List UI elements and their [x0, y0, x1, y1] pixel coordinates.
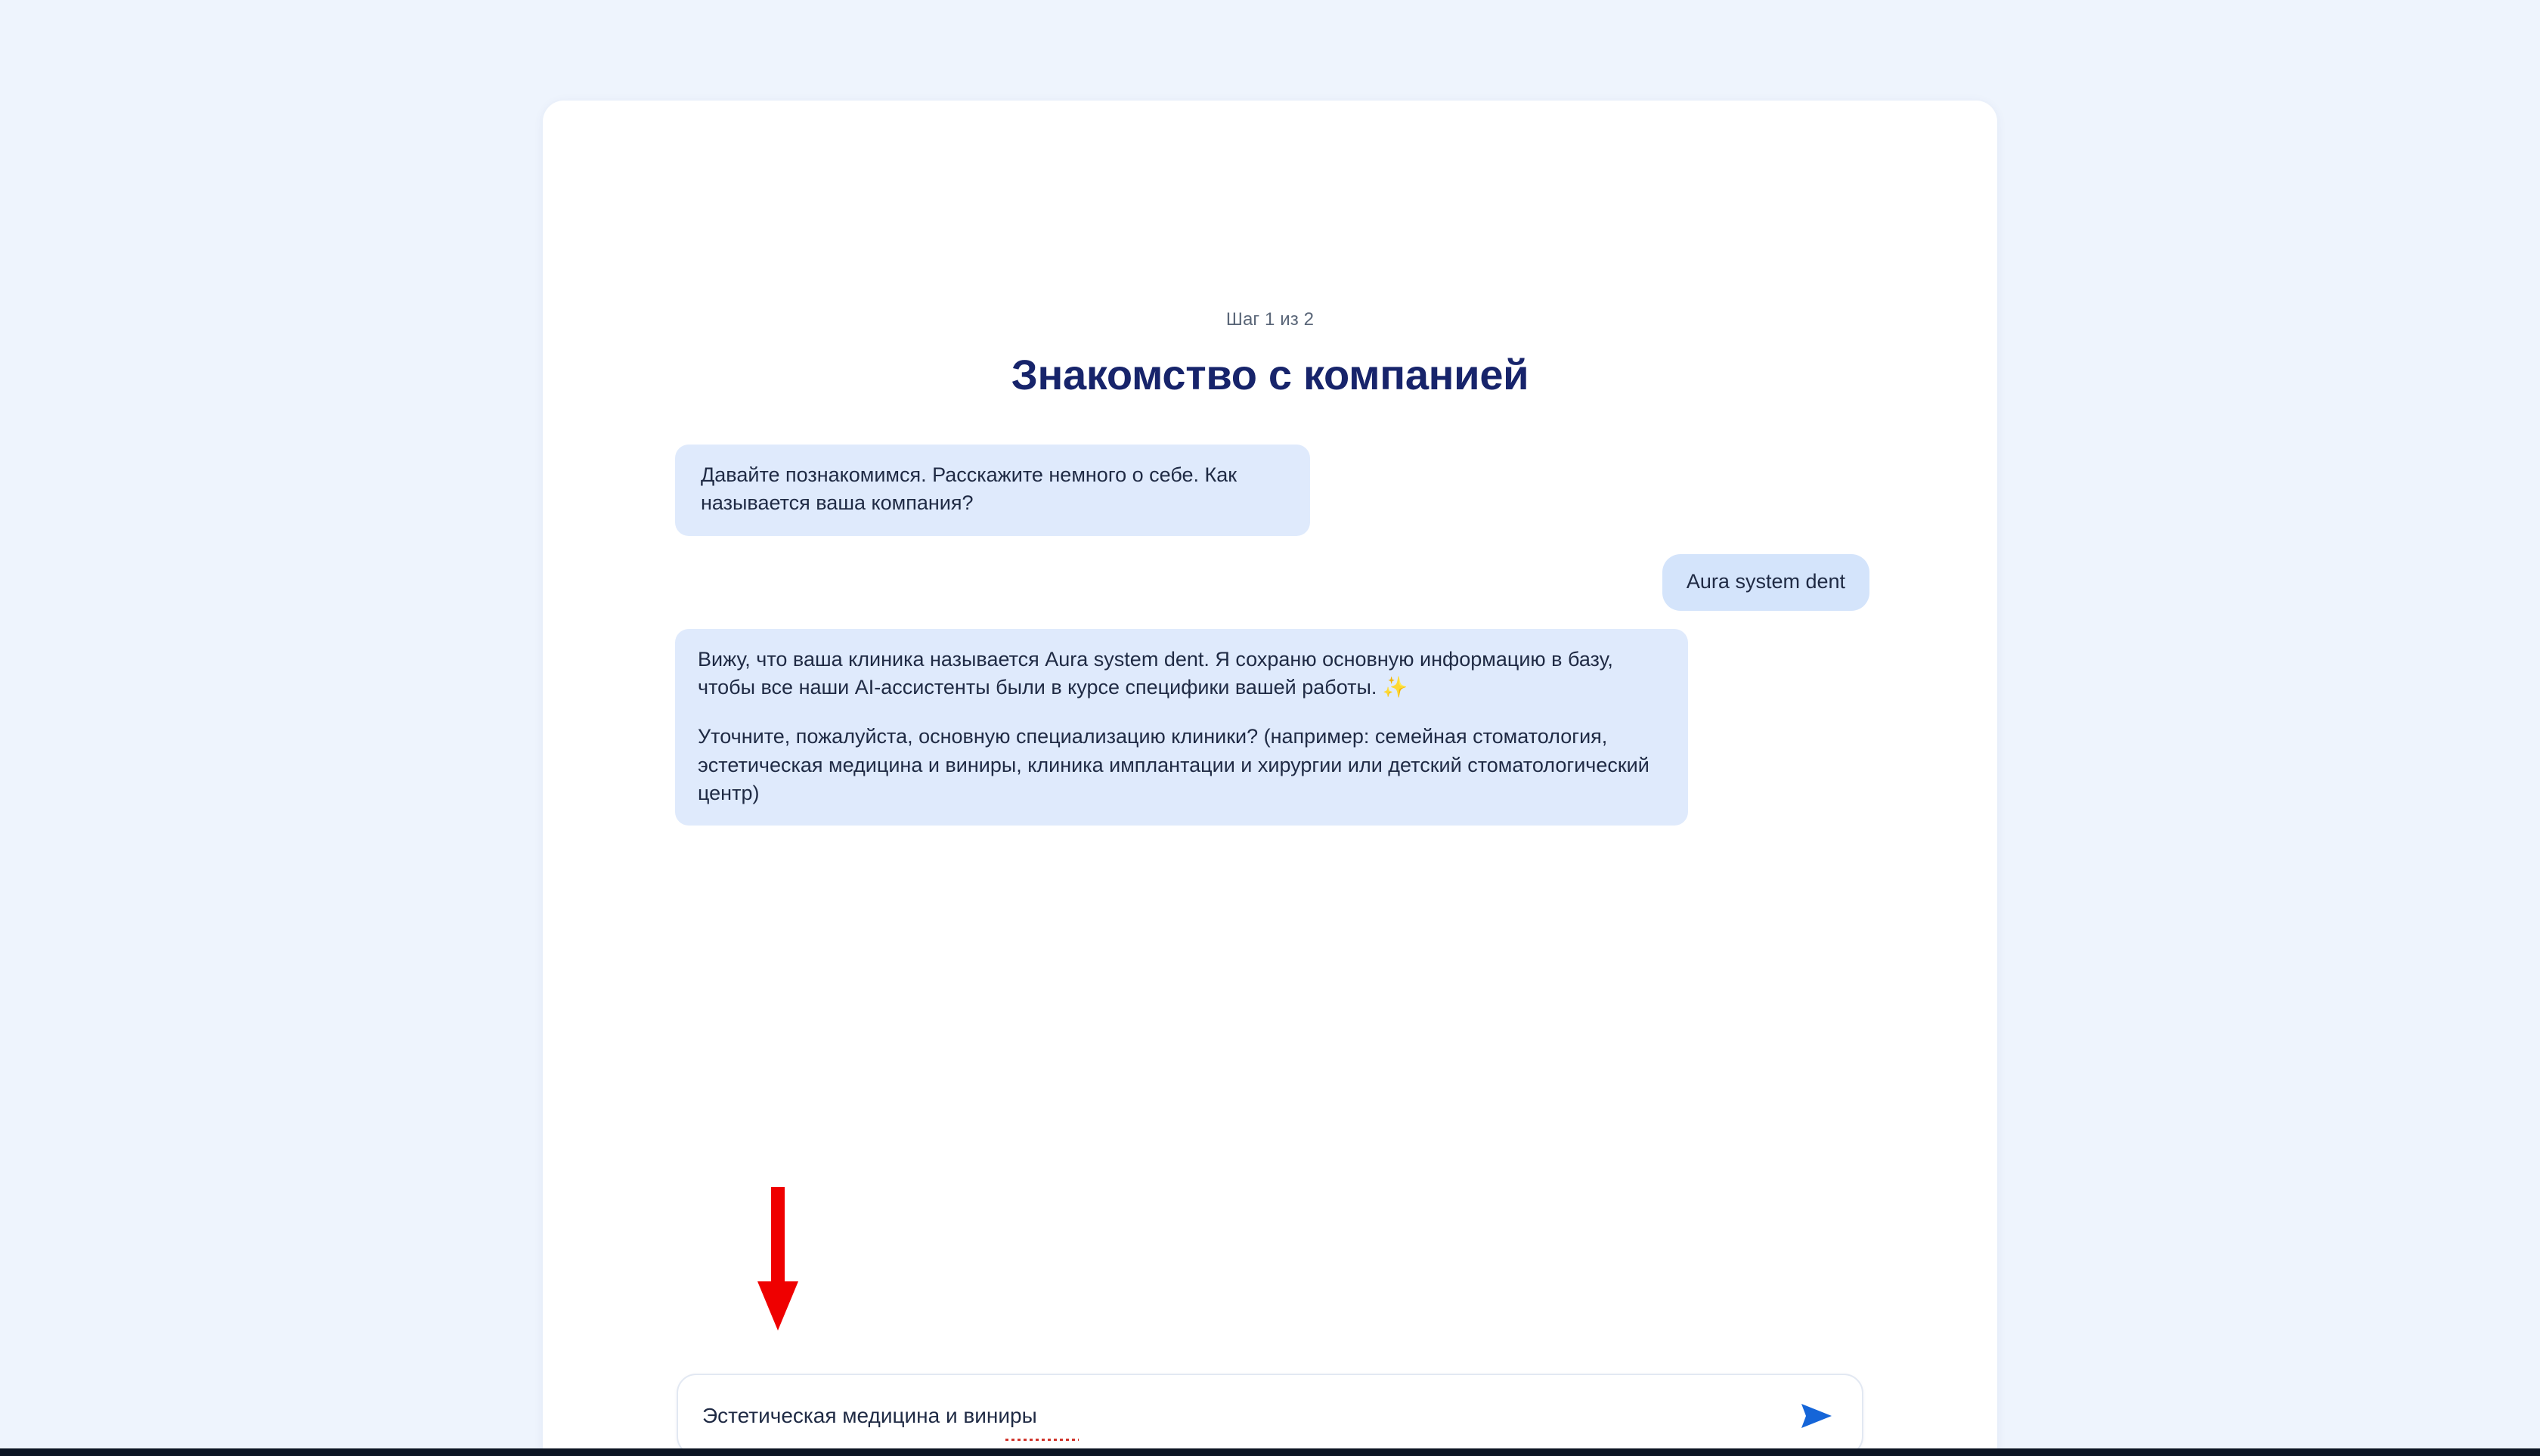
- step-indicator: Шаг 1 из 2: [1225, 309, 1315, 330]
- message-composer[interactable]: [677, 1374, 1863, 1456]
- down-arrow-icon: [757, 1187, 798, 1331]
- message-bubble: [1662, 554, 1869, 611]
- chat-message-assistant-2: [675, 629, 1869, 826]
- message-text-paragraph-2: Уточните, пожалуйста, основную специализацию клиники? (например: семейная стоматология, эстетическая медицина и виниры, клиника имплантации и хирургии или детский стоматологический центр): [698, 725, 1649, 804]
- send-icon[interactable]: [1797, 1396, 1836, 1436]
- message-text: Давайте познакомимся. Расскажите немного о себе. Как называется ваша компания?: [701, 463, 1237, 515]
- message-text: Aura system dent: [1686, 569, 1845, 593]
- page-title: Знакомство с компанией: [1011, 351, 1529, 398]
- message-bubble: [675, 445, 1310, 536]
- message-bubble: [675, 629, 1688, 826]
- chat-message-assistant-1: [675, 445, 1869, 536]
- chat-message-user-1: [675, 554, 1869, 611]
- message-input[interactable]: [701, 1375, 1747, 1456]
- message-text-paragraph-1: Вижу, что ваша клиника называется Aura system dent. Я сохраню основную информацию в базу, чтобы все наши AI-ассистенты были в курсе специфики вашей работы. ✨: [698, 647, 1613, 699]
- chat-thread: [675, 445, 1869, 844]
- bottom-strip: [0, 1448, 2540, 1456]
- spellcheck-underline: [1005, 1439, 1079, 1441]
